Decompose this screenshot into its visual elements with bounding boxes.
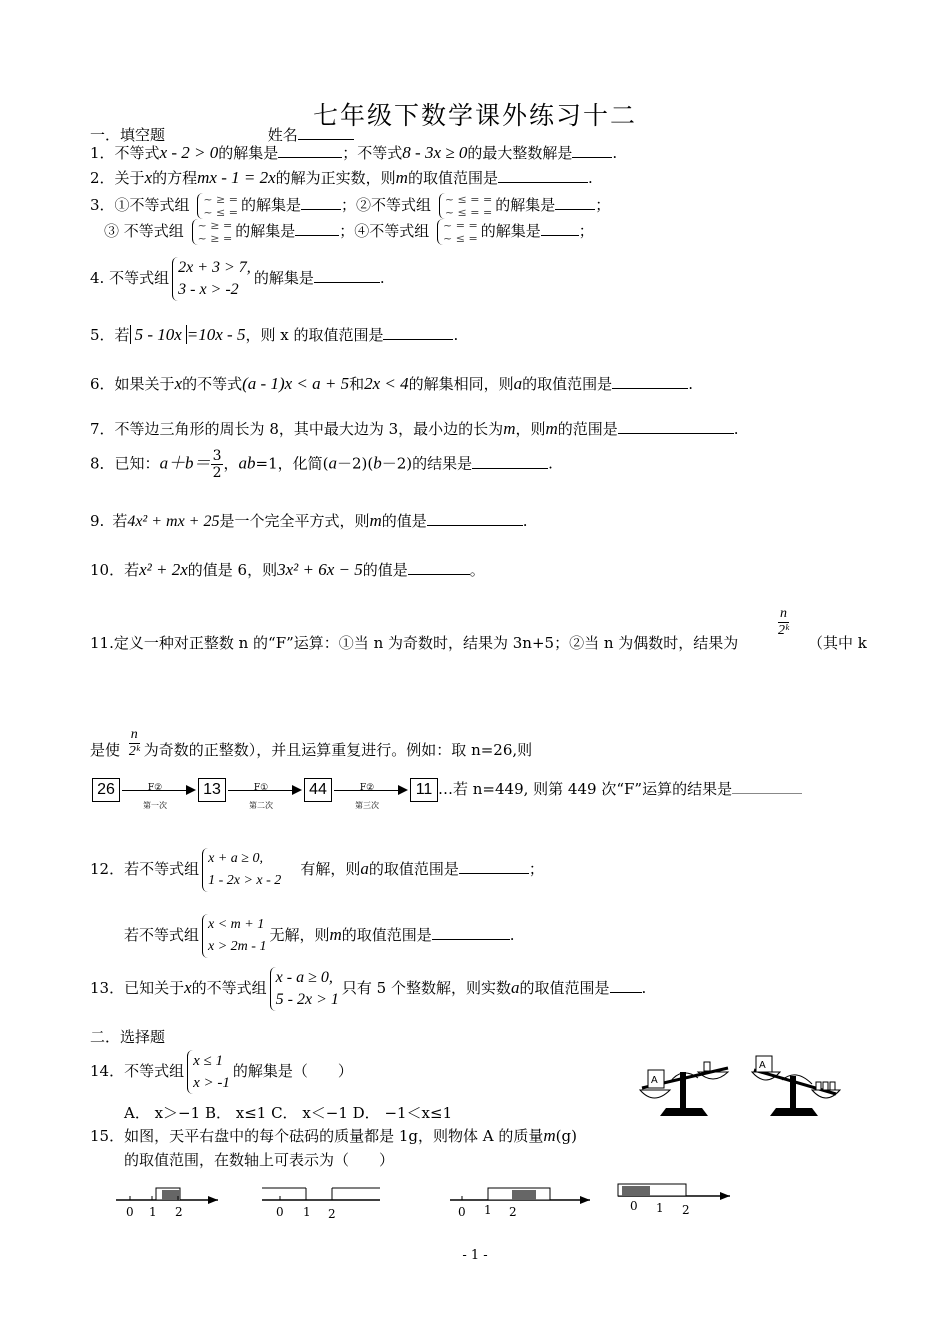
system-row: x > -1 <box>193 1075 230 1091</box>
question-number: 15． <box>90 1127 125 1145</box>
question-text: ；不等式 <box>342 144 403 162</box>
fraction-numerator: n <box>130 727 138 742</box>
system-row: 2x + 3 > 7, <box>178 259 251 276</box>
question-text: 的解为正实数，则 <box>275 169 396 187</box>
question-10 <box>90 560 485 580</box>
chain-box: 26 <box>92 778 120 802</box>
fraction-numerator: n <box>780 606 787 621</box>
question-text: 是使 <box>90 741 121 759</box>
question-2 <box>90 168 593 188</box>
question-text: －2)的结果是 <box>381 454 473 473</box>
chain-arrow <box>120 779 198 810</box>
question-text: 若不等式组 <box>124 860 200 878</box>
question-text: 若不等式组 <box>124 926 200 944</box>
answer-blank[interactable] <box>278 143 342 158</box>
punctuation: ； <box>595 196 611 214</box>
question-number: 10． <box>90 561 125 579</box>
punctuation: . <box>509 926 515 944</box>
arrow-step-label: 第一次 <box>143 801 167 810</box>
chain-box: 11 <box>410 778 438 802</box>
inequality-system-image: ~ = = ~ ≤ = <box>437 219 478 245</box>
question-3-continued <box>104 219 594 245</box>
question-text: 不等式 <box>114 144 160 162</box>
tick-label: 2 <box>682 1203 690 1217</box>
punctuation: . <box>612 144 618 162</box>
inequality-system <box>187 1050 230 1094</box>
question-12 <box>90 848 544 892</box>
question-text: 若 <box>112 512 128 530</box>
answer-blank[interactable] <box>618 419 734 434</box>
question-4 <box>90 257 385 301</box>
number-line-options <box>110 1178 750 1224</box>
math-variable: m <box>329 925 342 944</box>
system-row: 5 - 2x > 1 <box>275 991 339 1008</box>
balance-scales-figure <box>636 1050 846 1130</box>
answer-blank[interactable] <box>498 168 588 183</box>
operation-chain <box>92 776 802 810</box>
balance-scale-1 <box>640 1062 728 1116</box>
question-number: 6． <box>90 375 115 393</box>
number-line-d <box>618 1184 730 1217</box>
question-text: ，则 x 的取值范围是 <box>245 326 384 344</box>
question-text: 的取值范围是 <box>519 979 610 997</box>
question-text: ③ 不等式组 <box>104 222 184 240</box>
punctuation: 。 <box>469 561 485 579</box>
question-text: (g) <box>555 1127 577 1145</box>
question-number: 2． <box>90 169 115 187</box>
answer-blank[interactable] <box>427 511 523 526</box>
question-text: 的取值范围是 <box>407 169 498 187</box>
math-expression: 2x < 4 <box>364 374 409 393</box>
answer-blank[interactable] <box>295 221 339 236</box>
system-row: x < m + 1 <box>208 917 265 932</box>
question-text: ， <box>223 454 239 473</box>
chain-arrow <box>226 779 304 810</box>
fraction <box>211 448 224 481</box>
answer-blank[interactable] <box>732 779 802 794</box>
question-text: 的值是 6，则 <box>187 561 278 579</box>
math-expression: =10x - 5 <box>186 325 246 344</box>
math-variable: a <box>513 374 523 393</box>
system-row: x - a ≥ 0, <box>275 969 333 986</box>
math-variable: m <box>395 168 408 187</box>
math-variable: x <box>174 374 183 393</box>
question-15-continued: 的取值范围，在数轴上可表示为（ ） <box>124 1151 395 1169</box>
question-text: 的取值范围是 <box>368 860 459 878</box>
answer-blank[interactable] <box>301 195 341 210</box>
inequality-system <box>202 914 266 958</box>
tick-label: 2 <box>328 1207 336 1221</box>
question-text: 为奇数的正整数），并且运算重复进行。例如：取 n=26,则 <box>143 741 533 759</box>
question-number: 11. <box>90 634 114 652</box>
arrow-step-label: 第三次 <box>355 801 379 810</box>
question-3 <box>90 193 610 219</box>
question-12-part2 <box>124 914 515 958</box>
punctuation: ； <box>578 222 594 240</box>
chain-box: 13 <box>198 778 226 802</box>
question-5 <box>90 325 458 345</box>
question-number: 4. <box>90 269 105 287</box>
question-text: 不等式组 <box>109 269 170 287</box>
math-variable: b <box>373 453 382 473</box>
question-text: 的解集是 <box>495 196 556 214</box>
question-number: 3． <box>90 196 115 214</box>
math-variable: a <box>511 978 520 997</box>
punctuation: . <box>453 326 459 344</box>
question-text: 的值是 <box>362 561 408 579</box>
question-text: ④不等式组 <box>354 222 430 240</box>
question-text: 不等边三角形的周长为 8，其中最大边为 3，最小边的长为 <box>114 420 504 438</box>
punctuation: . <box>641 979 647 997</box>
arrow-label: F② <box>359 783 375 793</box>
question-text: 和 <box>349 375 365 393</box>
punctuation: . <box>548 454 553 473</box>
section-label: 一．填空题 <box>90 126 166 144</box>
question-7 <box>90 419 739 439</box>
arrow-shaft <box>122 790 190 791</box>
question-text: 如果关于 <box>114 375 175 393</box>
object-a-label: A <box>759 1060 766 1071</box>
inequality-system-image: ~ ≤ = = ~ ≤ = = <box>439 193 492 219</box>
page-number: - 1 - <box>462 1248 488 1263</box>
question-text: ①不等式组 <box>114 196 190 214</box>
question-text: 是一个完全平方式，则 <box>219 512 370 530</box>
question-1 <box>90 143 617 163</box>
question-number: 7． <box>90 420 115 438</box>
question-13 <box>90 967 646 1011</box>
tick-label: 0 <box>276 1205 284 1219</box>
fraction <box>129 727 140 760</box>
answer-blank[interactable] <box>459 859 529 874</box>
name-label: 姓名 <box>267 126 298 144</box>
punctuation: ； <box>341 196 357 214</box>
question-15 <box>90 1126 577 1146</box>
question-text: ②不等式组 <box>356 196 432 214</box>
punctuation: ； <box>339 222 355 240</box>
question-text: 已知关于 <box>124 979 185 997</box>
math-variable: m <box>545 419 558 438</box>
question-number: 1． <box>90 144 115 162</box>
punctuation: ； <box>528 860 544 878</box>
question-text: 的范围是 <box>557 420 618 438</box>
answer-blank[interactable] <box>383 325 453 340</box>
punctuation: . <box>733 420 739 438</box>
question-text: 若 <box>114 326 130 344</box>
question-text: －2)( <box>336 454 374 473</box>
number-line-b <box>262 1188 380 1221</box>
arrow-label: F① <box>253 783 269 793</box>
question-text: 定义一种对正整数 n 的“F”运算：①当 n 为奇数时，结果为 3n+5；②当 n 为偶数时，结果为 <box>113 634 739 652</box>
math-expression: (a - 1)x < a + 5 <box>242 374 350 393</box>
math-expression: x - 2 > 0 <box>159 143 219 162</box>
system-row: x > 2m - 1 <box>208 939 267 954</box>
math-expression: 4x² + mx + 25 <box>127 513 220 530</box>
question-text: 的不等式 <box>182 375 243 393</box>
inequality-system <box>202 848 281 892</box>
answer-blank[interactable] <box>572 143 612 158</box>
math-variable: a <box>360 859 369 878</box>
question-text: 的解集是 <box>241 196 302 214</box>
tick-label: 1 <box>303 1205 311 1219</box>
system-row: x + a ≥ 0, <box>208 851 263 866</box>
arrow-shaft <box>228 790 296 791</box>
question-text: 的值是 <box>381 512 427 530</box>
name-blank[interactable] <box>298 125 354 140</box>
question-11-continued <box>90 727 532 760</box>
answer-blank[interactable] <box>612 374 688 389</box>
answer-blank[interactable] <box>555 195 595 210</box>
math-expression: x² + 2x <box>139 560 188 579</box>
math-expression: 3x² + 6x − 5 <box>277 560 363 579</box>
math-expression: mx - 1 = 2x <box>197 168 276 187</box>
question-6 <box>90 374 693 394</box>
math-expression: a＋b＝ <box>159 453 211 473</box>
tick-label: 2 <box>175 1205 183 1219</box>
question-number: 12． <box>90 860 125 878</box>
question-text: =1，化简( <box>255 454 329 473</box>
system-row: x ≤ 1 <box>193 1053 223 1069</box>
math-variable: x <box>184 978 192 997</box>
question-text: 的解集相同，则 <box>408 375 514 393</box>
chain-arrow <box>332 779 410 810</box>
question-text: 的解集是 <box>253 269 314 287</box>
question-text: 的解集是（ ） <box>232 1062 353 1080</box>
question-text: 的取值范围是 <box>522 375 613 393</box>
answer-blank[interactable] <box>314 268 380 283</box>
tick-label: 2 <box>509 1205 517 1219</box>
question-11 <box>90 633 738 653</box>
question-9 <box>90 511 528 532</box>
question-number: 14． <box>90 1062 125 1080</box>
question-number: 13． <box>90 979 125 997</box>
inequality-system <box>270 967 339 1011</box>
object-a-label: A <box>651 1075 658 1086</box>
math-variable: x <box>144 168 153 187</box>
fraction <box>778 606 789 639</box>
question-text: …若 n=449, 则第 449 次“F”运算的结果是 <box>438 780 733 798</box>
tick-label: 1 <box>484 1203 492 1217</box>
tick-label: 1 <box>656 1201 664 1215</box>
balance-scale-2 <box>752 1056 840 1116</box>
question-text: 若 <box>124 561 140 579</box>
answer-blank[interactable] <box>432 925 510 940</box>
inequality-system-image: ~ ≥ = ~ ≥ = <box>192 219 233 245</box>
math-variable: m <box>503 419 516 438</box>
math-variable: m <box>369 511 382 530</box>
question-text: 的不等式组 <box>191 979 267 997</box>
section-header-2: 二．选择题 <box>90 1028 166 1046</box>
tick-label: 0 <box>630 1199 638 1213</box>
fraction-denominator: 2 <box>212 465 222 481</box>
question-text: 的解集是 <box>235 222 296 240</box>
fraction-numerator: 3 <box>212 448 222 464</box>
math-variable: ab <box>238 453 256 473</box>
system-row: 3 - x > -2 <box>178 281 239 298</box>
answer-blank[interactable] <box>408 560 470 575</box>
question-text: 无解，则 <box>269 926 330 944</box>
question-11-text: （其中 k <box>808 634 867 652</box>
question-text: 如图，天平右盘中的每个砝码的质量都是 1g，则物体 A 的质量 <box>124 1127 544 1145</box>
punctuation: . <box>587 169 593 187</box>
arrow-step-label: 第二次 <box>249 801 273 810</box>
question-number: 8． <box>90 454 115 473</box>
inequality-system <box>172 257 251 301</box>
question-text: 的最大整数解是 <box>467 144 573 162</box>
number-line-a <box>116 1188 218 1219</box>
inequality-system-image: ~ ≥ = ~ ≤ = <box>197 193 238 219</box>
question-number: 5． <box>90 326 115 344</box>
question-text: 只有 5 个整数解，则实数 <box>341 979 511 997</box>
question-text: 的解集是 <box>218 144 279 162</box>
tick-label: 0 <box>126 1205 134 1219</box>
chain-box: 44 <box>304 778 332 802</box>
answer-blank[interactable] <box>472 454 548 469</box>
math-variable: m <box>543 1126 556 1145</box>
question-8 <box>90 448 553 481</box>
system-row: 1 - 2x > x - 2 <box>208 873 282 888</box>
answer-blank[interactable] <box>541 221 579 236</box>
punctuation: . <box>522 512 528 530</box>
math-expression: 8 - 3x ≥ 0 <box>402 143 468 162</box>
question-text: 的解集是 <box>480 222 541 240</box>
tick-label: 1 <box>149 1205 157 1219</box>
question-14 <box>90 1050 353 1094</box>
fraction-denominator: 2ᵏ <box>778 623 789 638</box>
question-text: 的取值范围是 <box>341 926 432 944</box>
page-title: 七年级下数学课外练习十二 <box>312 101 637 130</box>
section-header <box>90 125 354 145</box>
question-text: ，则 <box>515 420 546 438</box>
punctuation: . <box>379 269 385 287</box>
question-number: 9. <box>90 512 105 530</box>
math-variable: a <box>328 453 337 473</box>
question-text: 的方程 <box>152 169 198 187</box>
punctuation: . <box>688 375 693 393</box>
arrow-label: F② <box>147 783 163 793</box>
number-line-c <box>450 1188 590 1219</box>
fraction-denominator: 2ᵏ <box>128 744 140 759</box>
question-text: 已知： <box>114 454 160 473</box>
question-14-options: A． x＞−1 B． x≤1 C． x＜−1 D． −1＜x≤1 <box>124 1104 453 1122</box>
answer-blank[interactable] <box>610 978 642 993</box>
question-text: 不等式组 <box>124 1062 185 1080</box>
arrow-shaft <box>334 790 402 791</box>
question-text: 有解，则 <box>300 860 361 878</box>
absolute-value-expression: 5 - 10x <box>130 325 187 344</box>
tick-label: 0 <box>458 1205 466 1219</box>
question-text: 关于 <box>114 169 145 187</box>
